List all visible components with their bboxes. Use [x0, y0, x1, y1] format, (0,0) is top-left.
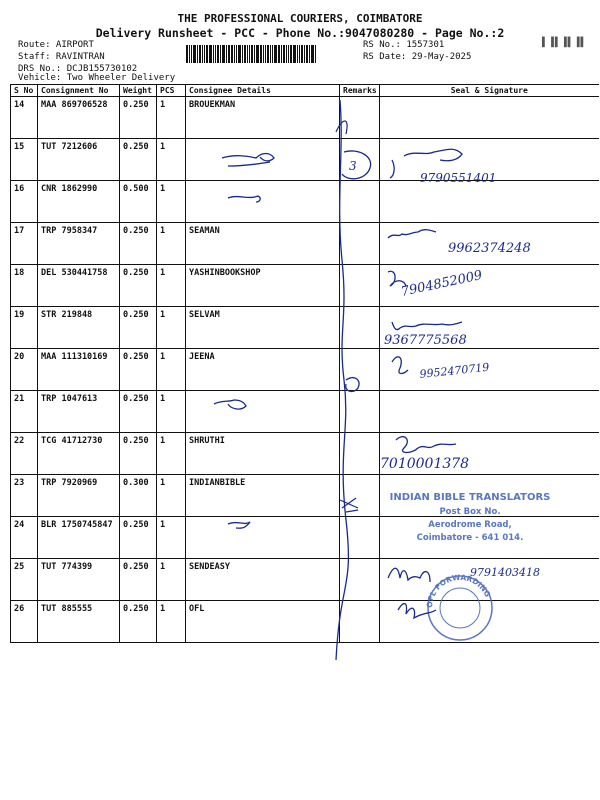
- remarks-cell: [340, 265, 380, 307]
- seal-signature-cell: [380, 223, 599, 265]
- table-row: [11, 223, 599, 265]
- sno-cell: 17: [11, 223, 38, 265]
- weight-cell: 0.250: [120, 391, 157, 433]
- weight-cell: 0.250: [120, 139, 157, 181]
- sno-cell: 14: [11, 97, 38, 139]
- col-pcs: PCS: [157, 85, 186, 97]
- weight-cell: 0.250: [120, 223, 157, 265]
- seal-signature-cell: [380, 601, 599, 643]
- sno-cell: 19: [11, 307, 38, 349]
- pcs-cell: 1: [157, 475, 186, 517]
- remarks-cell: [340, 475, 380, 517]
- weight-cell: 0.250: [120, 349, 157, 391]
- remarks-cell: [340, 559, 380, 601]
- table-row: [11, 517, 599, 559]
- sno-cell: 25: [11, 559, 38, 601]
- remarks-cell: [340, 181, 380, 223]
- runsheet-title: Delivery Runsheet - PCC - Phone No.:9047080280 - Page No.:2: [95, 26, 505, 40]
- consignee-cell: SHRUTHI: [186, 433, 340, 475]
- sno-cell: 21: [11, 391, 38, 433]
- pcs-cell: 1: [157, 307, 186, 349]
- col-consignee: Consignee Details: [186, 85, 340, 97]
- phone-19: 9367775568: [384, 333, 467, 348]
- stamp-line-2: Post Box No.: [439, 507, 501, 517]
- consignment-cell: TCG 41712730: [38, 433, 120, 475]
- pcs-cell: 1: [157, 559, 186, 601]
- phone-22: 7010001378: [380, 456, 470, 472]
- remarks-cell: [340, 517, 380, 559]
- seal-signature-cell: [380, 475, 599, 517]
- phone-25: 9791403418: [470, 566, 540, 579]
- weight-cell: 0.250: [120, 433, 157, 475]
- table-row: [11, 265, 599, 307]
- pcs-cell: 1: [157, 391, 186, 433]
- barcode: [186, 45, 348, 63]
- svg-text:3: 3: [349, 159, 357, 173]
- consignee-cell: JEENA: [186, 349, 340, 391]
- drs-number: DRS No.: DCJB155730102: [18, 64, 138, 74]
- weight-cell: 0.250: [120, 601, 157, 643]
- staff-label: Staff: RAVINTRAN: [18, 52, 105, 62]
- seal-signature-cell: [380, 181, 599, 223]
- consignment-cell: TRP 1047613: [38, 391, 120, 433]
- pcs-cell: 1: [157, 433, 186, 475]
- consignee-cell: INDIANBIBLE: [186, 475, 340, 517]
- weight-cell: 0.250: [120, 265, 157, 307]
- consignment-cell: CNR 1862990: [38, 181, 120, 223]
- pcs-cell: 1: [157, 517, 186, 559]
- seal-signature-cell: [380, 517, 599, 559]
- table-row: [11, 433, 599, 475]
- consignment-cell: TRP 7920969: [38, 475, 120, 517]
- consignee-cell: SEAMAN: [186, 223, 340, 265]
- col-weight: Weight: [120, 85, 157, 97]
- consignee-cell: OFL: [186, 601, 340, 643]
- consignment-cell: STR 219848: [38, 307, 120, 349]
- consignment-cell: TUT 885555: [38, 601, 120, 643]
- sno-cell: 22: [11, 433, 38, 475]
- seal-signature-cell: [380, 433, 599, 475]
- consignment-cell: TUT 774399: [38, 559, 120, 601]
- remarks-cell: [340, 601, 380, 643]
- consignee-cell: YASHINBOOKSHOP: [186, 265, 340, 307]
- col-remarks: Remarks: [340, 85, 380, 97]
- phone-18: 7904852009: [399, 268, 484, 300]
- seal-signature-cell: [380, 307, 599, 349]
- seal-signature-cell: [380, 97, 599, 139]
- phone-20: 9952470719: [418, 360, 490, 381]
- remarks-cell: [340, 433, 380, 475]
- consignment-cell: TRP 7958347: [38, 223, 120, 265]
- weight-cell: 0.250: [120, 517, 157, 559]
- table-row: [11, 601, 599, 643]
- pcs-cell: 1: [157, 223, 186, 265]
- pcs-cell: 1: [157, 601, 186, 643]
- consignee-cell: BROUEKMAN: [186, 97, 340, 139]
- consignment-cell: BLR 1750745847: [38, 517, 120, 559]
- table-row: [11, 349, 599, 391]
- phone-15: 9790551401: [420, 171, 497, 185]
- perforation-marks: ▌▐▌▐▌▐▌: [542, 38, 587, 48]
- remarks-cell: [340, 349, 380, 391]
- consignment-cell: TUT 7212606: [38, 139, 120, 181]
- rs-date: RS Date: 29-May-2025: [363, 52, 472, 62]
- phone-17: 9962374248: [448, 241, 531, 256]
- weight-cell: 0.300: [120, 475, 157, 517]
- remarks-cell: [340, 391, 380, 433]
- sno-cell: 20: [11, 349, 38, 391]
- stamp-line-3: Aerodrome Road,: [428, 520, 512, 530]
- col-consignment: Consignment No: [38, 85, 120, 97]
- seal-signature-cell: [380, 139, 599, 181]
- route-label: Route: AIRPORT: [18, 40, 94, 50]
- table-row: [11, 391, 599, 433]
- table-row: [11, 475, 599, 517]
- remarks-cell: [340, 307, 380, 349]
- pcs-cell: 1: [157, 97, 186, 139]
- remarks-cell: [340, 97, 380, 139]
- seal-signature-cell: [380, 349, 599, 391]
- remarks-cell: [340, 139, 380, 181]
- table-header-row: [11, 85, 599, 97]
- consignee-cell: [186, 391, 340, 433]
- weight-cell: 0.500: [120, 181, 157, 223]
- sno-cell: 18: [11, 265, 38, 307]
- weight-cell: 0.250: [120, 559, 157, 601]
- runsheet-table: [10, 84, 599, 643]
- sno-cell: 16: [11, 181, 38, 223]
- sno-cell: 26: [11, 601, 38, 643]
- seal-signature-cell: [380, 391, 599, 433]
- pcs-cell: 1: [157, 349, 186, 391]
- consignment-cell: MAA 869706528: [38, 97, 120, 139]
- weight-cell: 0.250: [120, 307, 157, 349]
- consignee-cell: [186, 181, 340, 223]
- remarks-cell: [340, 223, 380, 265]
- table-row: [11, 307, 599, 349]
- col-sno: S No: [11, 85, 38, 97]
- pcs-cell: 1: [157, 139, 186, 181]
- table-row: [11, 97, 599, 139]
- vehicle-label: Vehicle: Two Wheeler Delivery: [18, 73, 176, 83]
- consignment-cell: DEL 530441758: [38, 265, 120, 307]
- stamp-line-1: INDIAN BIBLE TRANSLATORS: [389, 492, 551, 503]
- consignee-cell: SENDEASY: [186, 559, 340, 601]
- seal-signature-cell: [380, 265, 599, 307]
- weight-cell: 0.250: [120, 97, 157, 139]
- rs-number: RS No.: 1557301: [363, 40, 445, 50]
- consignee-cell: [186, 139, 340, 181]
- table-row: [11, 181, 599, 223]
- pcs-cell: 1: [157, 265, 186, 307]
- seal-signature-cell: [380, 559, 599, 601]
- stamp-line-4: Coimbatore - 641 014.: [416, 533, 524, 543]
- sno-cell: 15: [11, 139, 38, 181]
- consignee-cell: [186, 517, 340, 559]
- sno-cell: 23: [11, 475, 38, 517]
- pcs-cell: 1: [157, 181, 186, 223]
- table-row: [11, 559, 599, 601]
- table-row: [11, 139, 599, 181]
- col-seal-signature: Seal & Signature: [380, 85, 599, 97]
- ofl-stamp-text: OFL FORWARDING: [424, 572, 493, 609]
- company-title: THE PROFESSIONAL COURIERS, COIMBATORE: [177, 12, 423, 25]
- sno-cell: 24: [11, 517, 38, 559]
- consignee-cell: SELVAM: [186, 307, 340, 349]
- consignment-cell: MAA 111310169: [38, 349, 120, 391]
